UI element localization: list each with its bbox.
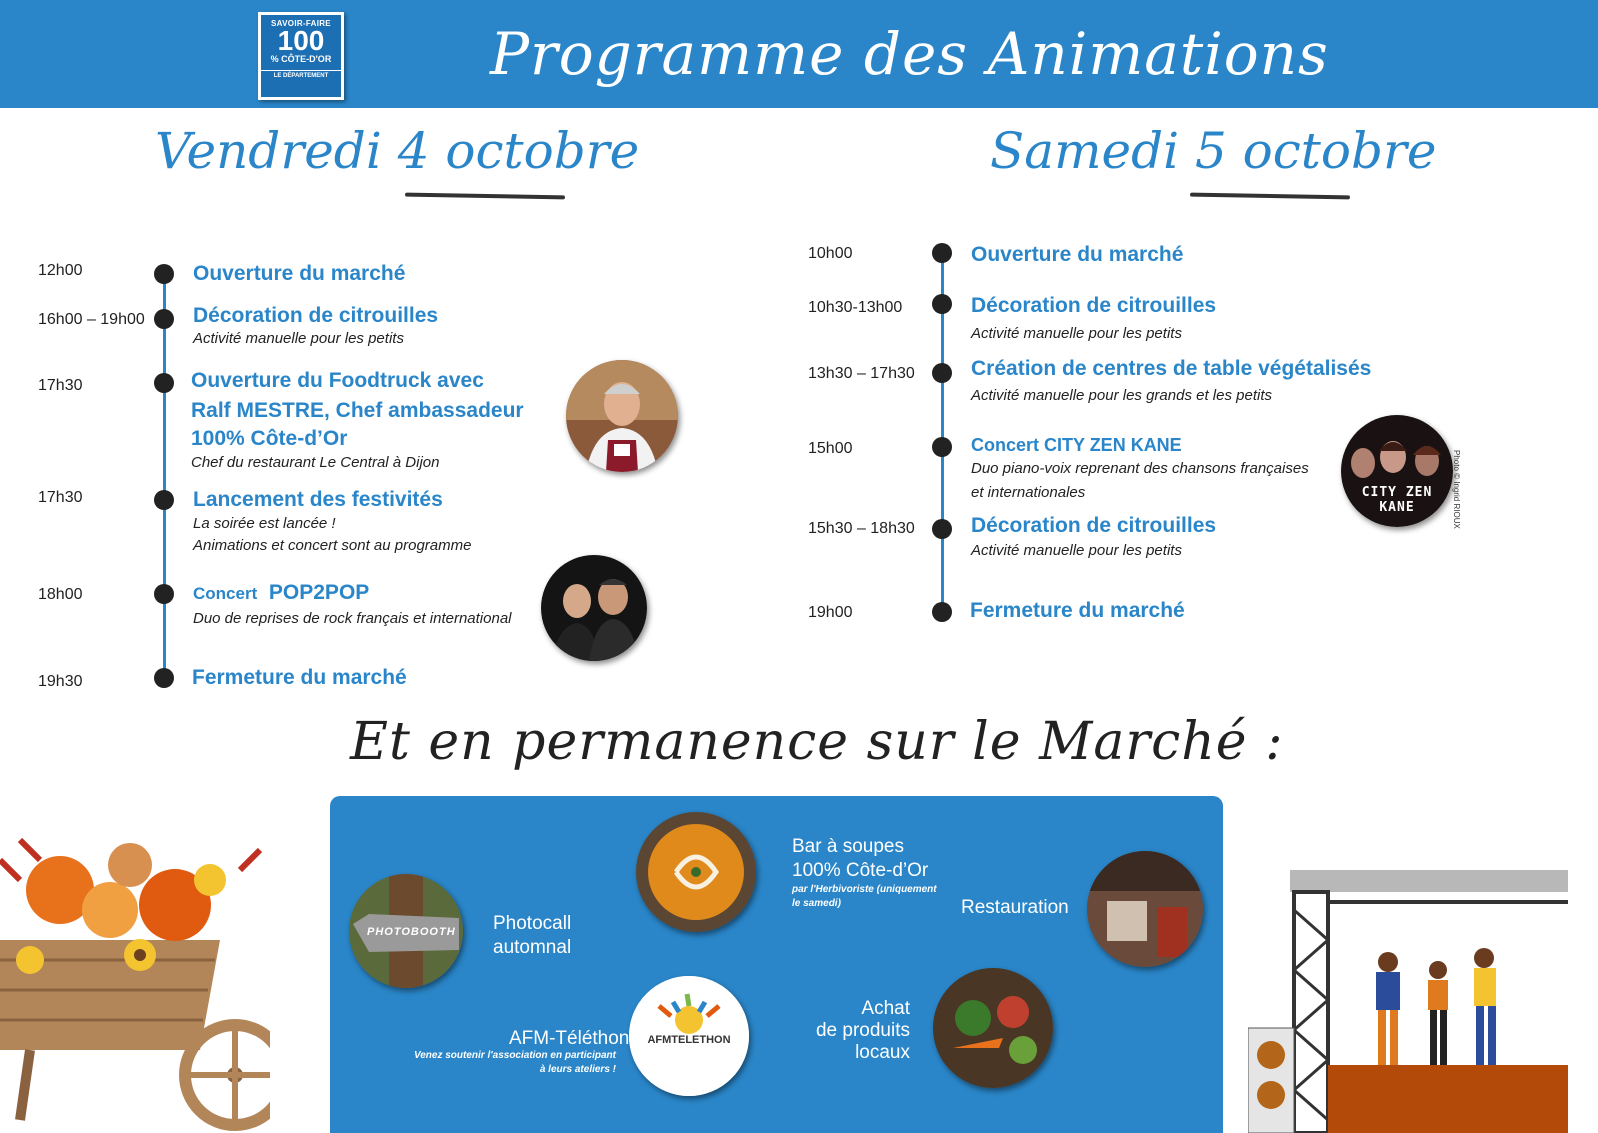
saturday-time-6: 19h00 (808, 604, 853, 621)
friday-event-1-title: Ouverture du marché (193, 262, 406, 285)
saturday-event-3-sub: Activité manuelle pour les grands et les petits (971, 387, 1272, 404)
soup-line1: Bar à soupes (792, 836, 904, 857)
permanent-box (330, 796, 1223, 1133)
timeline-dot (154, 668, 174, 688)
friday-event-4-sub-line2: Animations et concert sont au programme (193, 537, 472, 554)
friday-event-3-title-line2: Ralf MESTRE, Chef ambassadeur (191, 399, 524, 422)
timeline-dot (154, 264, 174, 284)
local-products-photo (933, 968, 1053, 1088)
chef-photo (566, 360, 678, 472)
friday-time-5: 18h00 (38, 586, 83, 603)
saturday-time-4: 15h00 (808, 440, 853, 457)
soup-note-line2: le samedi) (792, 898, 841, 909)
afm-telethon-logo (629, 976, 749, 1096)
afm-note-line2: à leurs ateliers ! (539, 1064, 616, 1075)
timeline-dot (154, 584, 174, 604)
band-label: CITY ZEN KANE (1361, 485, 1433, 515)
friday-title: Vendredi 4 octobre (155, 122, 640, 180)
stage-illustration (1248, 870, 1568, 1133)
timeline-dot (154, 490, 174, 510)
soup-line2: 100% Côte-d’Or (792, 860, 929, 881)
concert-prefix: Concert (193, 584, 258, 603)
saturday-event-5-title: Décoration de citrouilles (971, 514, 1217, 537)
autumn-cart-illustration (0, 820, 270, 1133)
friday-time-2: 16h00 – 19h00 (38, 311, 145, 328)
friday-event-4-sub-line1: La soirée est lancée ! (193, 515, 336, 532)
timeline-dot (932, 437, 952, 457)
timeline-dot (932, 363, 952, 383)
timeline-dot (154, 309, 174, 329)
friday-time-1: 12h00 (38, 262, 83, 279)
saturday-event-1-title: Ouverture du marché (971, 243, 1184, 266)
timeline-dot (154, 373, 174, 393)
saturday-event-6-title: Fermeture du marché (970, 599, 1185, 622)
page-title: Programme des Animations (490, 20, 1329, 88)
local-line3: locaux (855, 1042, 910, 1063)
afm-logo-text: AFMTELETHON (647, 1034, 731, 1046)
logo-line2: 100 (277, 25, 325, 56)
saturday-event-4-sub-line2: et internationales (971, 484, 1086, 501)
department-logo (258, 12, 344, 100)
friday-timeline (163, 272, 166, 680)
friday-event-4-title: Lancement des festivités (193, 488, 443, 511)
friday-event-6-title: Fermeture du marché (192, 666, 407, 689)
saturday-time-1: 10h00 (808, 245, 853, 262)
friday-event-3-sub: Chef du restaurant Le Central à Dijon (191, 454, 440, 471)
friday-time-6: 19h30 (38, 673, 83, 690)
friday-event-5-sub: Duo de reprises de rock français et international (193, 610, 512, 627)
logo-line1: SAVOIR-FAIRE (271, 19, 331, 28)
soup-note-line1: par l'Herbivoriste (uniquement (792, 884, 937, 895)
saturday-time-2: 10h30-13h00 (808, 299, 903, 316)
saturday-time-5: 15h30 – 18h30 (808, 520, 915, 537)
logo-line4: LE DÉPARTEMENT (261, 70, 341, 79)
saturday-time-3: 13h30 – 17h30 (808, 365, 915, 382)
friday-time-4: 17h30 (38, 489, 83, 506)
restauration-photo (1087, 851, 1203, 967)
city-zen-kane-photo (1341, 415, 1453, 527)
timeline-dot (932, 602, 952, 622)
photocall-line1: Photocall (493, 913, 572, 934)
logo-line3: % CÔTE-D'OR (270, 54, 332, 64)
restauration-label: Restauration (961, 897, 1069, 918)
saturday-event-2-sub: Activité manuelle pour les petits (971, 325, 1182, 342)
saturday-title: Samedi 5 octobre (990, 122, 1437, 180)
timeline-dot (932, 519, 952, 539)
pop2pop-photo (541, 555, 647, 661)
photo-credit: Photo © Ingrid RIOUX (1452, 450, 1461, 529)
saturday-event-4-title: Concert CITY ZEN KANE (971, 435, 1182, 455)
friday-event-3-title-line1: Ouverture du Foodtruck avec (191, 369, 484, 392)
afm-label: AFM-Téléthon (509, 1028, 630, 1049)
friday-time-3: 17h30 (38, 377, 83, 394)
photocall-line2: automnal (493, 937, 572, 958)
friday-event-5-title (193, 578, 369, 608)
photobooth-sign: PHOTOBOOTH (367, 926, 456, 938)
friday-event-2-sub: Activité manuelle pour les petits (193, 330, 404, 347)
afm-note-line1: Venez soutenir l'association en participant (413, 1050, 616, 1061)
saturday-event-3-title: Création de centres de table végétalisés (971, 357, 1372, 380)
local-line2: de produits (815, 1020, 910, 1041)
friday-event-2-title: Décoration de citrouilles (193, 304, 439, 327)
saturday-underline (1190, 193, 1350, 200)
permanent-title: Et en permanence sur le Marché : (350, 712, 1284, 772)
header-banner (0, 0, 1598, 108)
local-line1: Achat (861, 998, 910, 1019)
timeline-dot (932, 294, 952, 314)
photocall-photo (349, 874, 463, 988)
timeline-dot (932, 243, 952, 263)
friday-event-3-title-line3: 100% Côte-d’Or (191, 427, 348, 450)
saturday-event-4-sub-line1: Duo piano-voix reprenant des chansons françaises (971, 460, 1309, 477)
soup-photo (636, 812, 756, 932)
friday-underline (405, 193, 565, 200)
saturday-event-5-sub: Activité manuelle pour les petits (971, 542, 1182, 559)
concert-name: POP2POP (268, 581, 370, 604)
saturday-event-2-title: Décoration de citrouilles (971, 294, 1217, 317)
